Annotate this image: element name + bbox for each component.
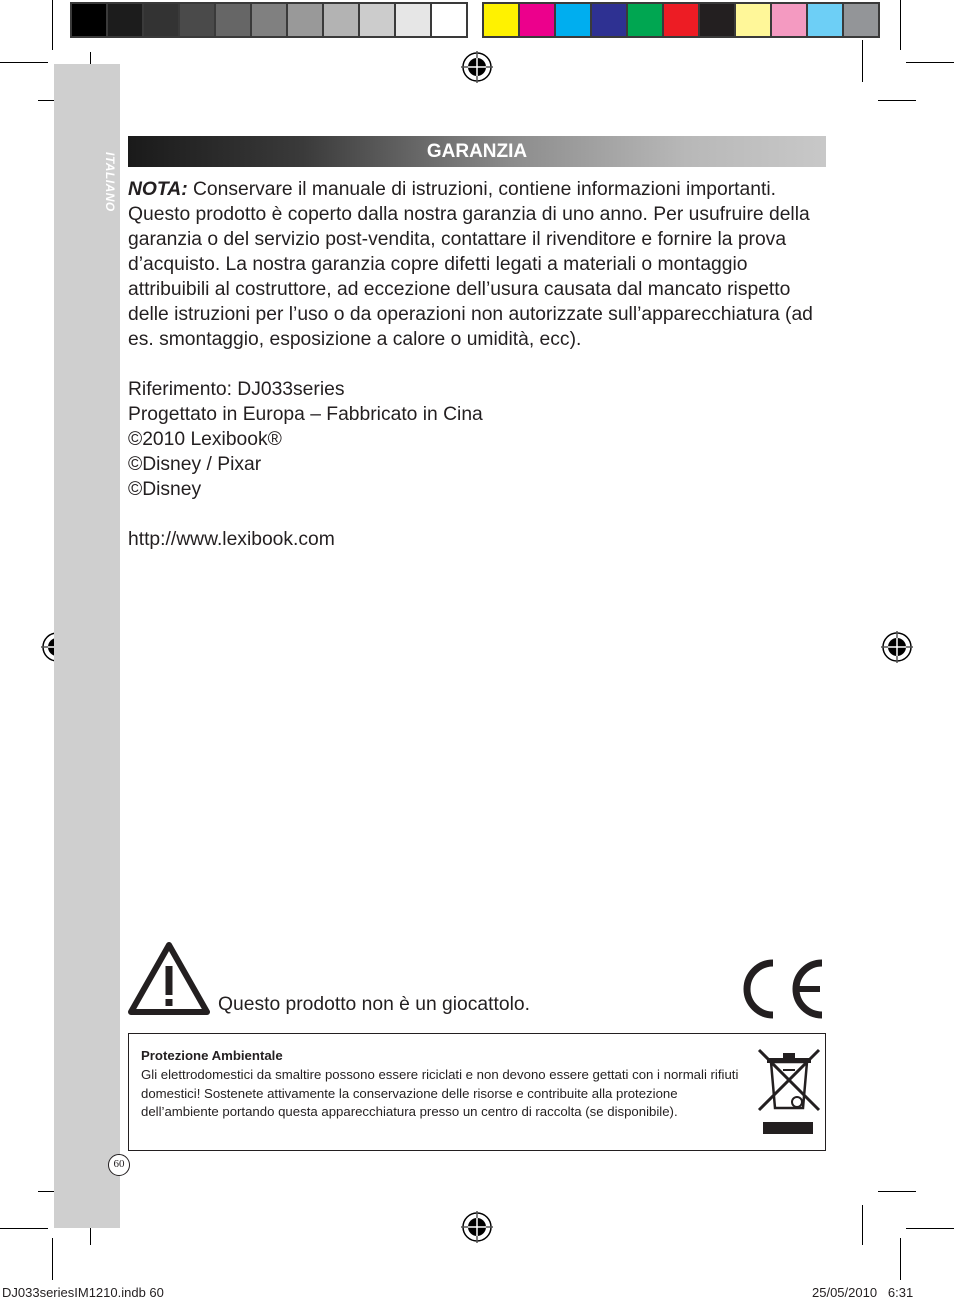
footer-filename: DJ033seriesIM1210.indb 60 bbox=[2, 1285, 164, 1300]
color-swatch bbox=[628, 4, 662, 36]
warning-triangle-icon bbox=[128, 942, 210, 1016]
copyright-disney: ©Disney bbox=[128, 479, 202, 500]
color-swatch bbox=[72, 4, 106, 36]
registration-mark-icon bbox=[460, 1210, 494, 1244]
page-number: 60 bbox=[108, 1154, 130, 1176]
copyright-pixar: ©Disney / Pixar bbox=[128, 454, 262, 475]
color-swatch bbox=[484, 4, 518, 36]
nota-label: NOTA: bbox=[128, 179, 188, 200]
section-title: GARANZIA bbox=[426, 141, 528, 162]
product-info bbox=[128, 377, 628, 502]
grayscale-swatch-strip bbox=[70, 2, 468, 38]
color-swatch-strip bbox=[482, 2, 880, 38]
registration-mark-icon bbox=[880, 630, 914, 664]
color-swatch bbox=[288, 4, 322, 36]
color-swatch bbox=[556, 4, 590, 36]
color-swatch bbox=[360, 4, 394, 36]
language-label: ITALIANO bbox=[103, 152, 117, 212]
weee-crossed-bin-icon bbox=[757, 1048, 821, 1138]
origin-line: Progettato in Europa – Fabbricato in Cina bbox=[128, 404, 483, 425]
color-swatch bbox=[144, 4, 178, 36]
section-header bbox=[128, 136, 826, 167]
color-swatch bbox=[808, 4, 842, 36]
ce-mark-icon bbox=[738, 957, 828, 1021]
copyright-lexibook: ©2010 Lexibook® bbox=[128, 429, 282, 450]
color-swatch bbox=[520, 4, 554, 36]
environment-title: Protezione Ambientale bbox=[141, 1048, 283, 1063]
website-link[interactable]: http://www.lexibook.com bbox=[128, 529, 335, 550]
color-swatch bbox=[396, 4, 430, 36]
color-swatch bbox=[324, 4, 358, 36]
color-swatch bbox=[592, 4, 626, 36]
color-swatch bbox=[844, 4, 878, 36]
warning-text: Questo prodotto non è un giocattolo. bbox=[218, 994, 530, 1015]
color-swatch bbox=[432, 4, 466, 36]
color-swatch bbox=[216, 4, 250, 36]
color-swatch bbox=[108, 4, 142, 36]
footer-datetime: 25/05/2010 6:31 bbox=[812, 1285, 914, 1300]
color-swatch bbox=[664, 4, 698, 36]
warranty-text bbox=[128, 177, 828, 352]
registration-mark-icon bbox=[460, 50, 494, 84]
nota-text: Conservare il manuale di istruzioni, contiene informazioni importanti. bbox=[187, 179, 776, 200]
color-swatch bbox=[736, 4, 770, 36]
color-swatch bbox=[700, 4, 734, 36]
warranty-body: Questo prodotto è coperto dalla nostra garanzia di uno anno. Per usufruire della garanzia o del servizio post-vendita, contattare il rivenditore e fornire la prova d’acquisto. La nostra garanzia copre difetti legati a materiali o montaggio attribuibili al costruttore, ad eccezione dell’usura causata dal mancato rispetto delle istruzioni per l’uso o da operazioni non autorizzate sull’apparecchiatura (ad es. smontaggio, esposizione a calore o umidità, ecc). bbox=[128, 204, 813, 350]
color-swatch bbox=[180, 4, 214, 36]
color-swatch bbox=[252, 4, 286, 36]
environment-text: Gli elettrodomestici da smaltire possono essere riciclati e non devono essere gettati con i normali rifiuti domestici! Sostenete attivamente la conservazione delle risorse e contribuite alla protezione dell’ambiente portando questa apparecchiatura presso un centro di raccolta (se disponibile). bbox=[141, 1067, 739, 1119]
environment-box bbox=[128, 1033, 826, 1151]
color-swatch bbox=[772, 4, 806, 36]
reference-line: Riferimento: DJ033series bbox=[128, 379, 345, 400]
language-side-strip bbox=[54, 64, 120, 1228]
